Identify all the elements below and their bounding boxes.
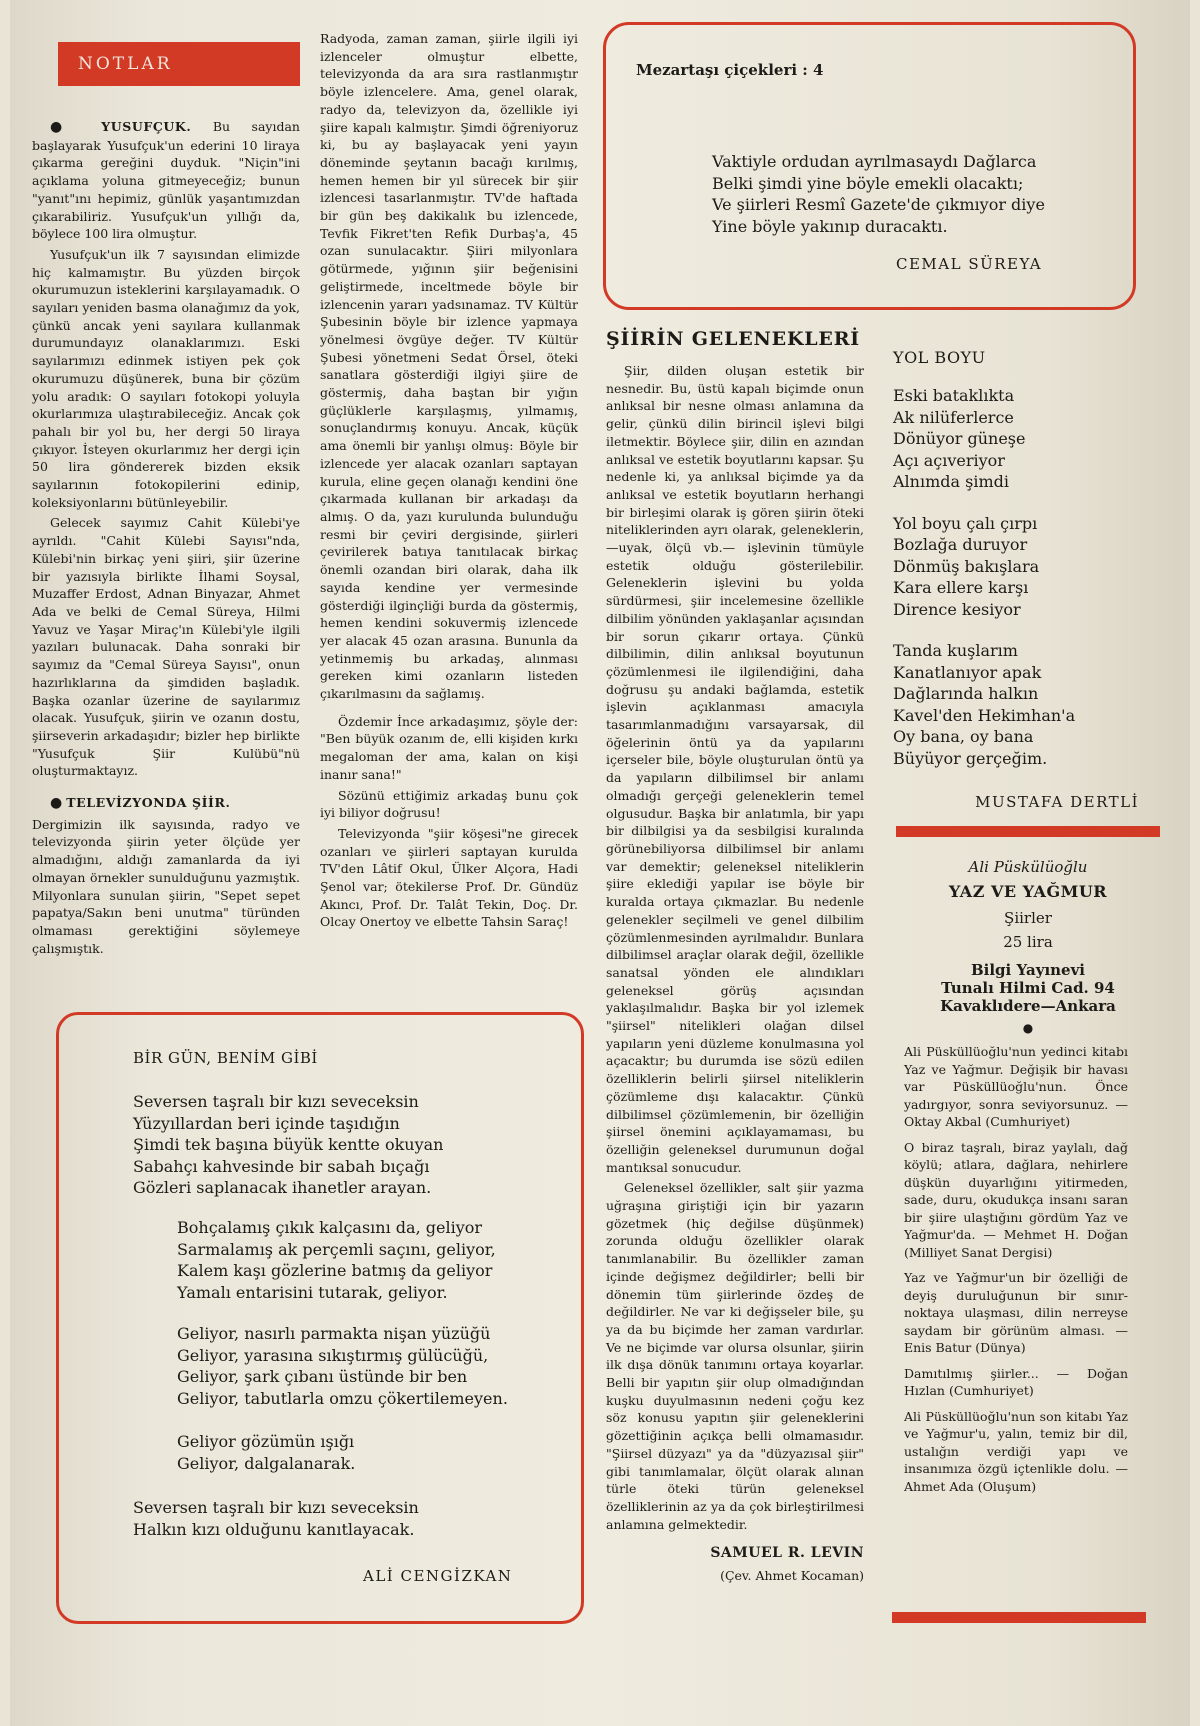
- poem-line: Dağlarında halkın: [893, 684, 1039, 703]
- yol-boyu: [893, 348, 1153, 811]
- divider-rule-bottom: [892, 1612, 1146, 1623]
- siirin-paragraph-1: Şiir, dilden oluşan estetik bir nesnedir. Bu, üstü kapalı biçimde onun anlıksal bir nesne olması anlamına da gelir, çünkü dilin birincil işlevi bilgi iletmektir. Böylece şiir, dilin en azından anlıksal ve estetik boyutlarını kapsar. Şu nedenle ki, ya anlıksal biçimde ya da anlıksal ve estetik boyutların herhangi bir birleşimi olarak iş gören şiirin öteki niteliklerinden ayrı olarak, geleneklerin, —uyak, ölçü vb.— işlevinin tümüyle estetik olduğu gösterilebilir. Geleneklerin işlevini bu yolda sürdürmesi, şiir incelemesine özellikle dilbilim yönünden yaklaşanlar açısından bir sorun çıkarır ortaya. Çünkü dilbilimin, dilin anlıksal boyutunun çözümlenmesi ile ilgilendiğini, daha doğrusu şu andaki bağlamda, estetik işlevin açıklanması amacıyla tasarımlanmadığını varsayarsak, dil öğelerinin öntü ya da yapılarını içerseler bile, böyle oluşturulan öntü ya da yapıların dilbilimsel bir anlamı olmadığı gerçeği geleneklerin temel olgusudur. Başka bir anlatımla, bir yapı bir dilbilgisi ya da sesbilgisi kuralında görünebiliyorsa dilbilimsel bir anlamı var demektir; geleneksel niteliklerin şiire eklediği yapılar ise böyle bir kuralda ortaya çıkmazlar. Bu nedenle gelenekler seçilmeli ve genel dilbilim çözümlenmesinden ayrılmalıdır. Bunlara dilbilimsel araçlar olarak değil, özellikle sanatsal yönden ele alındıkları geleneksel görüş açısından yaklaşılmalıdır. Başka bir yol izlemek "şiirsel" nitelikleri olağan dilsel yapıların yeni düzleme konulmasına yol açacaktır; bu durumda ise sözü edilen özelliklerin belirli şiirsel niteliklerin çözümleme dışı kalacaktır. Çünkü dilbilimsel çözümlemenin, bir özelliğin şiirsel önemini açıklayamaması, bu özelliğin geleneksel durumunun doğal mantıksal sonucudur.: [606, 363, 864, 1175]
- mezartasi-box: [603, 22, 1136, 310]
- mezartasi-line: Vaktiyle ordudan ayrılmasaydı Dağlarca: [712, 152, 1037, 171]
- ad-publisher: Bilgi Yayınevi: [970, 961, 1086, 979]
- bir-gun-author: ALİ CENGİZKAN: [363, 1567, 513, 1585]
- ad-book-title: YAZ VE YAĞMUR: [948, 882, 1108, 901]
- poem-line: Dönüyor güneşe: [893, 429, 1026, 448]
- siirin-paragraph-2: Geleneksel özellikler, salt şiir yazma uğraşına giriştiği için bir yazarın gözetmek (hiç değilse düşünmek) zorunda olduğu özellikler olarak tanımlanabilir. Bu özellikler zaman içinde değişmez değildirler; belli bir dönemin tüm şiirlerinde özdeş de değildirler. Ne var ki değişseler bile, şu ya da bu biçimde her zaman vardırlar. Ve ne biçimde var olursa olsunlar, şiirin ilk dışa dönük tanımını ortaya koyarlar. Belli bir yapıtın şiir olup olmadığından kuşku duyulmasının nedeni çoğu kez söz konusu yapıtın şiir geleneklerini gözettiğinin açıkça belli olmamasıdır. "Şiirsel düzyazı" ya da "düzyazısal şiir" gibi tanımlamalar, ölçüt olarak alınan türle öteki türün geleneksel özelliklerinin az ya da çok birleştirilmesi anlamına gelmektedir.: [606, 1180, 864, 1532]
- poem-line: Açı açıveriyor: [893, 450, 1005, 470]
- review: O biraz taşralı, biraz yaylalı, dağ köylü; atlara, dağlara, nehirlere düşkün duyarlığını yitirmeden, sade, duru, okudukça insanı saran bir şiire ulaştığını gördüm Yaz ve Yağmur'da. — Mehmet H. Doğan (Milliyet Sanat Dergisi): [904, 1139, 1128, 1260]
- poem-line: Geliyor gözümün ışığı: [177, 1432, 355, 1451]
- ad-address-2: Kavaklıdere—Ankara: [940, 997, 1116, 1015]
- bir-gun-stanza-3: [177, 1323, 508, 1409]
- ad-address-1: Tunalı Hilmi Cad. 94: [941, 979, 1115, 997]
- yol-boyu-stanza-2: [893, 513, 1153, 621]
- poem-line: Geliyor, şark çıbanı üstünde bir ben: [177, 1367, 468, 1386]
- notlar-column: [32, 118, 300, 960]
- review: Ali Püsküllüoğlu'nun yedinci kitabı Yaz ve Yağmur. Değişik bir havası var Püsküllüoğlu'nun. Önce yadırgıyor, sonra seviyorsunuz. — Oktay Akbal (Cumhuriyet): [904, 1044, 1128, 1129]
- yol-boyu-title: YOL BOYU: [893, 348, 986, 367]
- poem-line: Kara ellere karşı: [893, 578, 1029, 597]
- book-ad: [896, 858, 1160, 1498]
- televizyon-heading: TELEVİZYONDA ŞİİR.: [66, 795, 231, 811]
- middle-paragraph-2: Özdemir İnce arkadaşımız, şöyle der: "Ben büyük ozanım de, elli kişiden kırkı megaloman der ama, kalan on kişi inanır sana!": [320, 713, 578, 782]
- yusufcuk-paragraph-3: Gelecek sayımız Cahit Külebi'ye ayrıldı. "Cahit Külebi Sayısı"nda, Külebi'nin birkaç yeni şiiri, şiir üzerine bir yazısıyla birlikte İlhami Soysal, Muzaffer Erdost, Adnan Binyazar, Ahmet Ada ve belki de Cemal Süreya, Hilmi Yavuz ve Yaşar Miraç'ın Külebi'yle ilgili yazıları bulunacak. Daha sonraki bir sayımız da "Cemal Süreya Sayısı", onun hazırlıklarına da şimdiden başladık. Başka ozanlar üzerine de sayılarımız olacak. Yusufçuk, şiirin ve ozanın dostu, şiirseverin arkadaşıdır; bizler hep birlikte "Yusufçuk Şiir Kulübü"nü oluşturmaktayız.: [32, 515, 300, 779]
- yol-boyu-stanza-3: [893, 640, 1153, 769]
- poem-line: Yol boyu çalı çırpı: [893, 513, 1038, 533]
- poem-line: Dönmüş bakışlara: [893, 556, 1040, 576]
- yusufcuk-heading: YUSUFÇUK.: [101, 119, 192, 134]
- yol-boyu-author: MUSTAFA DERTLİ: [975, 793, 1139, 811]
- mezartasi-author: CEMAL SÜREYA: [896, 255, 1043, 273]
- poem-line: Dirence kesiyor: [893, 599, 1021, 619]
- poem-line: Geliyor, nasırlı parmakta nişan yüzüğü: [177, 1324, 491, 1343]
- ad-price: 25 lira: [1003, 933, 1053, 951]
- siirin-translator: (Çev. Ahmet Kocaman): [720, 1568, 864, 1584]
- poem-line: Seversen taşralı bir kızı seveceksin: [133, 1498, 419, 1517]
- review: Yaz ve Yağmur'un bir özelliği de deyiş duruluğunun bir sınır-noktaya ulaşması, dilin nerreyse saydam bir görünüm alması. — Enis Batur (Dünya): [904, 1270, 1128, 1355]
- poem-line: Yüzyıllardan beri içinde taşıdığın: [133, 1113, 400, 1133]
- poem-line: Geliyor, tabutlarla omzu çökertilemeyen.: [177, 1388, 508, 1408]
- poem-line: Gözleri saplanacak ihanetler arayan.: [133, 1178, 432, 1197]
- bir-gun-box: [56, 1012, 584, 1624]
- yusufcuk-paragraph-2: Yusufçuk'un ilk 7 sayısından elimizde hiç kalmamıştır. Bu yüzden birçok okurumuzun isteklerini karşılayamadık. O sayıları yeniden basma olanağımız da yok, çünkü ancak yeni sayılara kullanmak durumundayız olanaklarımızı. Eski sayılarımızı edinmek istiyen pek çok okurumuzu düşünerek, buna bir çözüm yolu aradık: O sayıları fotokopi yoluyla okurlarımıza ulaştırabileceğiz. Ancak çok pahalı bir yol bu, her dergi 50 liraya çıkıyor. İsteyen okurlarımız her dergi için 50 lira göndererek bizden eksik sayılarının fotokopilerini edinip, koleksiyonlarını bütünleyebilir.: [32, 246, 300, 510]
- bullet-dot: ●: [1022, 1021, 1034, 1035]
- yol-boyu-stanza-1: [893, 385, 1153, 493]
- poem-line: Büyüyor gerçeğim.: [893, 748, 1048, 768]
- poem-line: Ak nilüferlerce: [893, 407, 1014, 427]
- mezartasi-line: Ve şiirleri Resmî Gazete'de çıkmıyor diye: [712, 195, 1045, 214]
- poem-line: Sarmalamış ak perçemli saçını, geliyor,: [177, 1239, 496, 1259]
- mezartasi-poem: [712, 151, 1045, 237]
- ad-author: Ali Püskülüoğlu: [968, 858, 1088, 876]
- poem-line: Kanatlanıyor apak: [893, 662, 1042, 682]
- bir-gun-stanza-5: [133, 1497, 419, 1540]
- divider-rule: [896, 826, 1160, 837]
- ad-reviews: [904, 1043, 1128, 1495]
- poem-line: Eski bataklıkta: [893, 386, 1015, 405]
- siirin-gelenekleri-title: ŞİİRİN GELENEKLERİ: [606, 328, 860, 350]
- ad-genre: Şiirler: [1004, 909, 1052, 927]
- poem-line: Seversen taşralı bir kızı seveceksin: [133, 1092, 419, 1111]
- poem-line: Halkın kızı olduğunu kanıtlayacak.: [133, 1519, 415, 1539]
- poem-line: Alnımda şimdi: [893, 472, 1009, 491]
- poem-line: Geliyor, yarasına sıkıştırmış gülücüğü,: [177, 1345, 489, 1365]
- poem-line: Kalem kaşı gözlerine batmış da geliyor: [177, 1261, 493, 1280]
- bir-gun-stanza-4: [177, 1431, 355, 1474]
- middle-column: [320, 30, 578, 934]
- televizyon-intro: Dergimizin ilk sayısında, radyo ve televizyonda şiirin yeter ölçüde yer almadığını, aldığı zamanlarda da iyi olmayan örnekler sunulduğunu yazmıştık. Milyonlara sunulan şiirin, "Sepet sepet papatya/Sakın beni unutma" türünden olmaması gerektiğini söylemeye çalışmıştık.: [32, 816, 300, 956]
- review: Ali Püsküllüoğlu'nun son kitabı Yaz ve Yağmur'u, yalın, temiz bir dil, ustalığın verdiği yapı ve insanımıza özgü içtenlikle dolu. — Ahmet Ada (Oluşum): [904, 1408, 1128, 1494]
- bir-gun-stanza-2: [177, 1217, 496, 1303]
- bir-gun-title: BİR GÜN, BENİM GİBİ: [133, 1049, 318, 1067]
- mezartasi-line: Yine böyle yakınıp duracaktı.: [712, 216, 948, 236]
- poem-line: Tanda kuşlarım: [893, 641, 1018, 660]
- poem-line: Bohçalamış çıkık kalçasını da, geliyor: [177, 1218, 483, 1237]
- televizyon-heading-line: ● TELEVİZYONDA ŞİİR.: [50, 795, 231, 812]
- poem-line: Geliyor, dalgalanarak.: [177, 1453, 356, 1473]
- yusufcuk-paragraph-1: ● YUSUFÇUK. Bu sayıdan başlayarak Yusufçuk'un ederini 10 liraya çıkarma gereğini duyduk. "Niçin"ini açıklama yoluna gitmeyeceğiz; bunun "yanıt"ını hepimiz, günlük yaşantımızdan çıkarabiliriz. Yusufçuk'un yıllığı da, böylece 100 lira olmuştur.: [32, 119, 300, 242]
- middle-paragraph-4: Televizyonda "şiir köşesi"ne girecek ozanları ve şiirleri saptayan kurulda TV'den Lâtif Okul, Ülker Alçora, Hadi Şenol var; ötekilerse Prof. Dr. Gündüz Akıncı, Prof. Dr. Talât Tekin, Doç. Dr. Olcay Onertoy ve elbette Tahsin Saraç!: [320, 825, 578, 930]
- poem-line: Kavel'den Hekimhan'a: [893, 705, 1076, 725]
- notlar-header: NOTLAR: [58, 42, 300, 86]
- poem-line: Sabahçı kahvesinde bir sabah bıçağı: [133, 1156, 430, 1176]
- mezartasi-line: Belki şimdi yine böyle emekli olacaktı;: [712, 173, 1024, 193]
- review: Damıtılmış şiirler... — Doğan Hızlan (Cumhuriyet): [904, 1365, 1128, 1398]
- siirin-author: SAMUEL R. LEVIN: [710, 1545, 864, 1562]
- bir-gun-stanza-1: [133, 1091, 443, 1199]
- poem-line: Oy bana, oy bana: [893, 727, 1034, 746]
- poem-line: Yamalı entarisini tutarak, geliyor.: [177, 1282, 448, 1302]
- middle-paragraph-3: Sözünü ettiğimiz arkadaş bunu çok iyi biliyor doğrusu!: [320, 787, 578, 821]
- poem-line: Şimdi tek başına büyük kentte okuyan: [133, 1135, 444, 1154]
- poem-line: Bozlağa duruyor: [893, 535, 1028, 554]
- siirin-gelenekleri-body: [606, 362, 864, 1585]
- mezartasi-title: Mezartaşı çiçekleri : 4: [636, 61, 824, 79]
- middle-paragraph-1: Radyoda, zaman zaman, şiirle ilgili iyi izlenceler olmuştur elbette, televizyonda da ara sıra rastlanmıştır böyle izlencelere. Ama, genel olarak, radyo da, televizyon da, özellikle iyi şiire kapalı kalmıştır. Şimdi öğreniyoruz ki, bu ay başlayacak yeni yayın döneminde şeytanın bacağı kırılmış, hemen hemen bir yıl sürecek bir şiir izlencesi tasarlanmıştır. TV'de haftada bir gün beş dakikalık bu izlencede, Tevfik Fikret'ten Refik Durbaş'a, 45 ozan sunulacaktır. Şiiri milyonlara götürmede, yığının şiir beğenisini geliştirmede, inceltmede böyle bir izlencenin yararı yadsınamaz. TV Kültür Şubesinin böyle bir izlence yapmaya yönelmesi övgüye değer. TV Kültür Şubesi yönetmeni Sedat Örsel, öteki sanatlara gösterdiği ilgiyi şiire de göstermiş, daha baştan bir yığın güçlüklerle karşılaşmış, yılmamış, sonuçlandırmış konuyu. Ancak, küçük ama önemli bir yanlışı olmuş: Böyle bir izlencede yer alacak ozanları saptayan kurula, eline geçen olanağı kendini öne çıkarmada kullanan bir arkadaşı da almış. O da, yazı kurulunda bulunduğu resmi bir çeviri dergisinde, şiirleri çevirilerek batıya tanıtılacak birkaç önemli ozandan biri olarak, daha ilk sayıda kendine yer vermesinde gösterdiği ilginçliği burda da göstermiş, hemen kendini sokuvermiş izlencede yer alacak 45 ozan arasına. Bununla da yetinmemiş bu arkadaş, alınması gereken kimi ozanların listeden çıkarılmasını da sağlamış.: [320, 31, 578, 702]
